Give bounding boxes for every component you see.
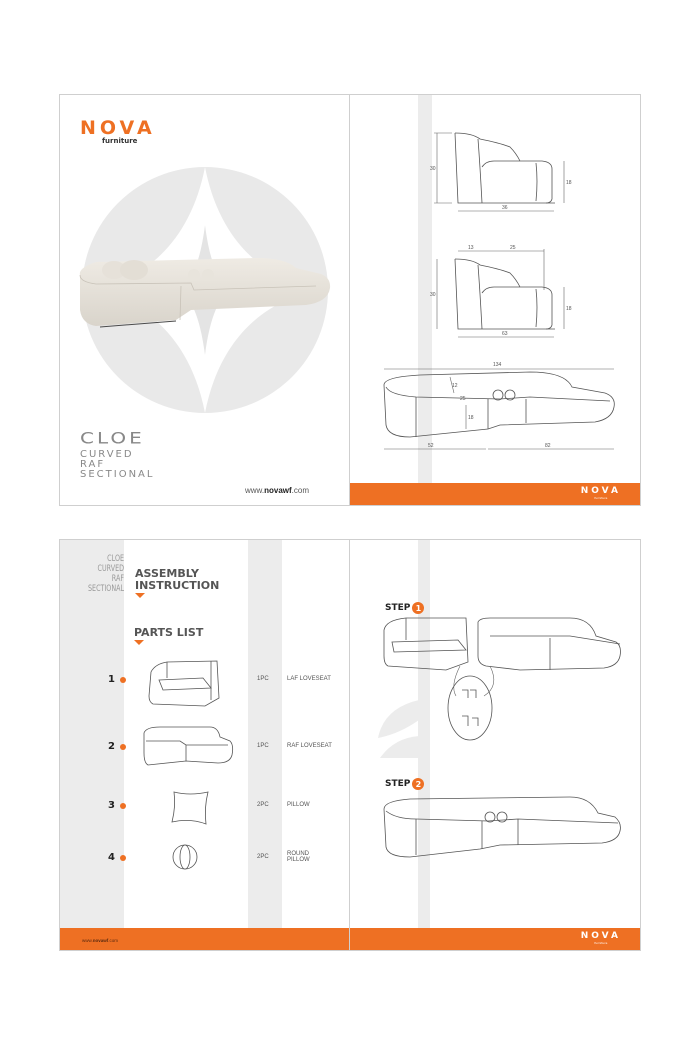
svg-text:36: 36 bbox=[502, 205, 508, 211]
part-row: 2 1PC RAF LOVESEAT bbox=[60, 723, 350, 763]
part-row: 1 1PC LAF LOVESEAT bbox=[60, 658, 350, 698]
assembly-steps-page bbox=[350, 540, 641, 950]
sofa-photo bbox=[76, 250, 332, 330]
bullet-dot-icon bbox=[120, 803, 126, 809]
laf-loveseat-illustration bbox=[143, 658, 223, 713]
svg-text:18: 18 bbox=[468, 415, 474, 421]
footer-bar bbox=[350, 483, 641, 505]
step-1-label: STEP 1 bbox=[385, 602, 424, 614]
spread-cover-dimensions bbox=[59, 94, 641, 506]
dimension-diagram-side-1 bbox=[430, 125, 580, 215]
assembly-heading: ASSEMBLY INSTRUCTION bbox=[135, 568, 219, 598]
product-subtitle-1: CURVED bbox=[80, 449, 134, 460]
spread-assembly bbox=[59, 539, 641, 951]
brand-sub: furniture bbox=[102, 137, 138, 145]
dimension-diagram-full-sectional bbox=[380, 357, 620, 462]
step-2-illustration bbox=[380, 795, 625, 860]
parts-list-heading: PARTS LIST bbox=[134, 627, 203, 645]
svg-text:30: 30 bbox=[430, 292, 436, 298]
website-link[interactable]: www.novawf.com bbox=[244, 486, 309, 495]
svg-text:52: 52 bbox=[428, 443, 434, 449]
product-subtitle-2: RAF bbox=[80, 459, 106, 470]
nova-logo bbox=[80, 117, 156, 145]
brand-name: NOVA bbox=[80, 117, 156, 139]
svg-text:30: 30 bbox=[430, 166, 436, 172]
svg-text:13: 13 bbox=[468, 245, 474, 251]
bullet-dot-icon bbox=[120, 744, 126, 750]
svg-text:25: 25 bbox=[460, 396, 466, 402]
footer-nova-logo: NOVA furniture bbox=[580, 931, 621, 945]
footer-bar bbox=[350, 928, 641, 950]
svg-text:18: 18 bbox=[566, 306, 572, 312]
dimensions-page bbox=[350, 95, 641, 505]
heading-triangle-icon bbox=[134, 640, 144, 645]
svg-text:134: 134 bbox=[493, 362, 502, 368]
bullet-dot-icon bbox=[120, 677, 126, 683]
svg-text:12: 12 bbox=[452, 383, 458, 389]
dimension-diagram-side-2 bbox=[430, 245, 580, 340]
footer-bar bbox=[60, 928, 349, 950]
svg-text:25: 25 bbox=[510, 245, 516, 251]
pillow-illustration bbox=[168, 788, 213, 828]
cover-page bbox=[60, 95, 350, 505]
product-name: CLOE bbox=[80, 428, 145, 448]
part-row: 3 2PC PILLOW bbox=[60, 788, 350, 828]
heading-triangle-icon bbox=[135, 593, 145, 598]
round-pillow-illustration bbox=[170, 842, 200, 872]
svg-text:82: 82 bbox=[545, 443, 551, 449]
product-title bbox=[80, 430, 154, 480]
footer-nova-logo: NOVA furniture bbox=[580, 486, 621, 500]
part-row: 4 2PC ROUND PILLOW bbox=[60, 842, 350, 882]
svg-text:63: 63 bbox=[502, 331, 508, 337]
website-link[interactable]: www.novawf.com bbox=[82, 938, 119, 943]
step-1-illustration bbox=[380, 616, 630, 741]
step-2-label: STEP 2 bbox=[385, 778, 424, 790]
side-product-title: CLOE CURVED RAF SECTIONAL bbox=[88, 554, 124, 594]
svg-text:18: 18 bbox=[566, 180, 572, 186]
product-subtitle-3: SECTIONAL bbox=[80, 469, 155, 480]
parts-list-page bbox=[60, 540, 350, 950]
bullet-dot-icon bbox=[120, 855, 126, 861]
raf-loveseat-illustration bbox=[140, 723, 235, 773]
